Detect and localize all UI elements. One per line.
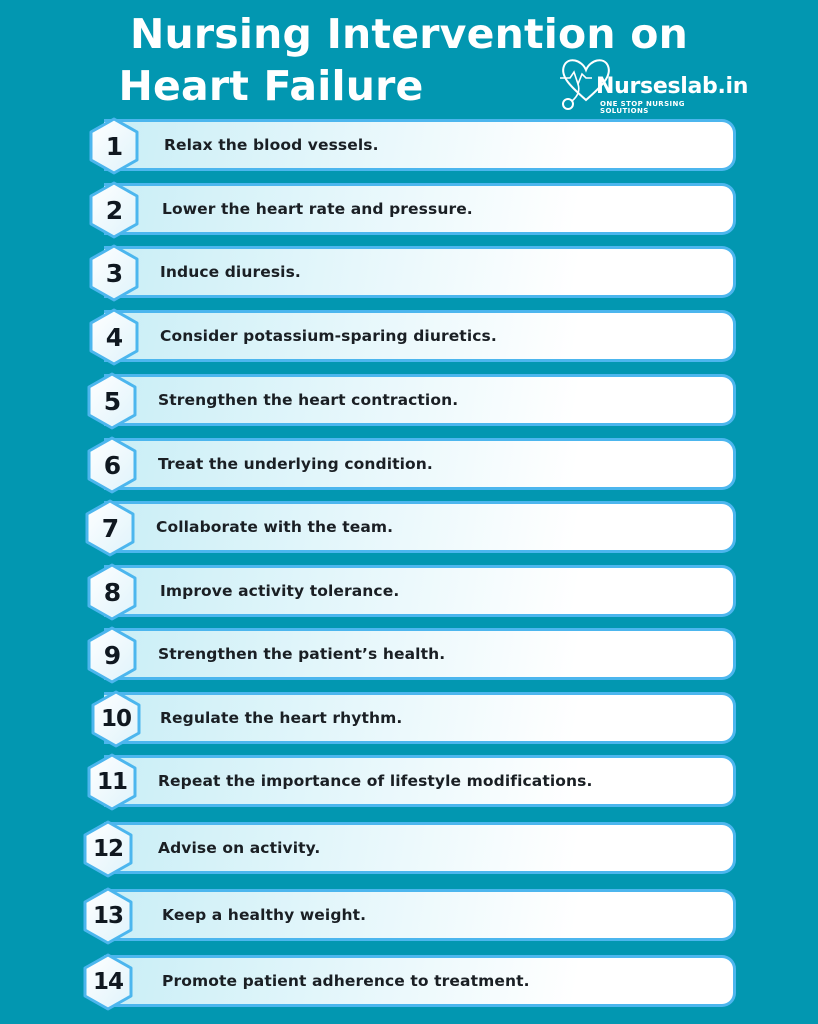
intervention-card [104,822,736,874]
item-number: 7 [101,513,119,543]
intervention-text: Strengthen the patient’s health. [158,645,446,663]
page-title-line2: Heart Failure [118,62,424,110]
item-number: 2 [105,195,123,225]
list-item [0,244,818,302]
intervention-text: Improve activity tolerance. [160,582,400,600]
number-badge [88,244,140,302]
item-number: 9 [103,640,121,670]
list-item [0,563,818,621]
intervention-card [104,955,736,1007]
number-badge [88,117,140,175]
intervention-text: Regulate the heart rhythm. [160,709,403,727]
item-number: 14 [92,969,123,995]
list-item [0,372,818,430]
list-item [0,953,818,1011]
item-number: 4 [105,322,123,352]
item-number: 8 [103,577,121,607]
intervention-card [104,692,736,744]
number-badge [86,372,138,430]
number-badge [86,563,138,621]
intervention-card [104,889,736,941]
intervention-text: Treat the underlying condition. [158,455,433,473]
item-number: 1 [105,131,123,161]
intervention-text: Promote patient adherence to treatment. [162,972,530,990]
intervention-card [104,310,736,362]
list-item [0,117,818,175]
intervention-card [104,565,736,617]
list-item [0,753,818,811]
nurseslab-logo [556,54,749,116]
list-item [0,820,818,878]
item-number: 6 [103,450,121,480]
logo-brand: Nurseslab.in [596,74,749,99]
intervention-text: Consider potassium-sparing diuretics. [160,327,497,345]
intervention-text: Repeat the importance of lifestyle modifications. [158,772,593,790]
number-badge [82,887,134,945]
number-badge [90,690,142,748]
intervention-text: Lower the heart rate and pressure. [162,200,473,218]
item-number: 10 [100,706,131,732]
item-number: 5 [103,386,121,416]
intervention-text: Strengthen the heart contraction. [158,391,459,409]
item-number: 12 [92,836,123,862]
list-item [0,626,818,684]
list-item [0,499,818,557]
intervention-text: Advise on activity. [158,839,321,857]
intervention-card [104,438,736,490]
list-item [0,690,818,748]
number-badge [88,308,140,366]
item-number: 13 [92,903,123,929]
intervention-card [104,501,736,553]
number-badge [82,953,134,1011]
list-item [0,181,818,239]
intervention-card [104,628,736,680]
intervention-card [104,755,736,807]
number-badge [86,753,138,811]
intervention-card [104,183,736,235]
logo-tagline: ONE STOP NURSING SOLUTIONS [600,100,685,115]
intervention-text: Relax the blood vessels. [164,136,379,154]
number-badge [84,499,136,557]
page-title-line1: Nursing Intervention on [129,10,689,58]
number-badge [86,436,138,494]
list-item [0,436,818,494]
list-item [0,308,818,366]
number-badge [86,626,138,684]
intervention-card [104,119,736,171]
intervention-card [104,374,736,426]
item-number: 11 [96,769,127,795]
item-number: 3 [105,258,123,288]
number-badge [82,820,134,878]
intervention-text: Keep a healthy weight. [162,906,367,924]
intervention-card [104,246,736,298]
intervention-text: Collaborate with the team. [156,518,394,536]
intervention-text: Induce diuresis. [160,263,301,281]
list-item [0,887,818,945]
number-badge [88,181,140,239]
